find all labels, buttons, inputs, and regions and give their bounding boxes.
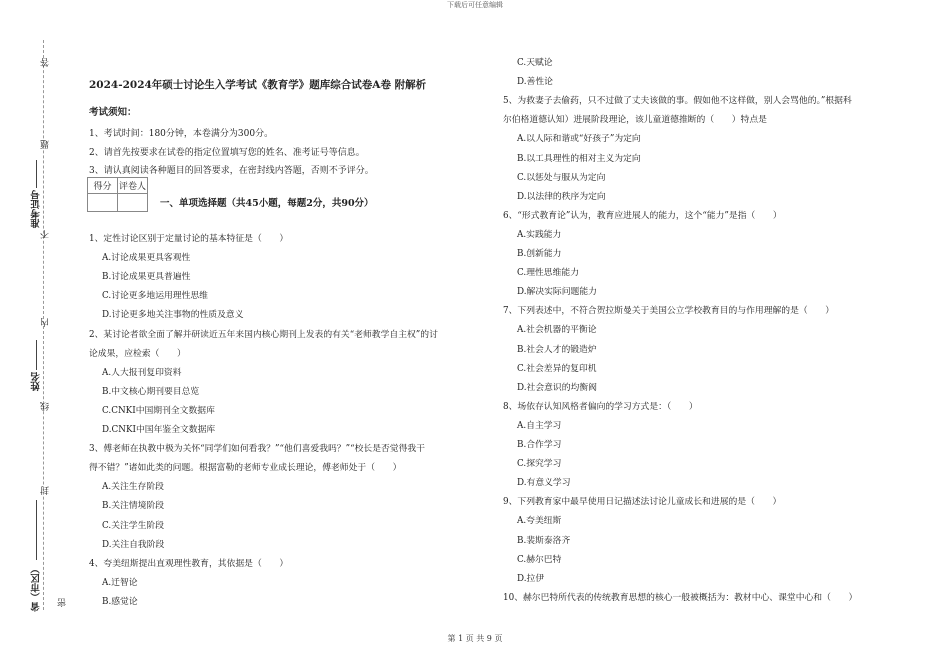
question-text: 3、傅老师在执教中极为关怀“同学们如何看我？”“他们喜爱我吗？”“校长是否觉得我干 <box>89 444 425 455</box>
answer-option: D.以法律的秩序为定向 <box>517 191 606 202</box>
answer-option: B.社会人才的锻造炉 <box>517 344 597 355</box>
answer-option: D.关注自我阶段 <box>102 539 165 550</box>
answer-option: B.创新能力 <box>517 249 562 259</box>
page-title: 2024-2024年硕士讨论生入学考试《教育学》题库综合试卷A卷 附解析 <box>89 79 427 91</box>
answer-option: C.CNKI中国期刊全文数据库 <box>102 405 215 416</box>
question-text: 2、某讨论者欲全面了解并研读近五年来国内核心期刊上发表的有关“老师教学自主权”的讨 <box>89 329 438 340</box>
answer-option: A.社会机器的平衡论 <box>517 325 597 336</box>
question-text: 10、赫尔巴特所代表的传统教育思想的核心一般被概括为：教材中心、课堂中心和（ ） <box>503 592 858 603</box>
answer-option: A.迁智论 <box>102 577 138 588</box>
question-text: 得不错？”诸如此类的问题。根据富勒的老师专业成长理论，傅老师处于（ ） <box>89 463 402 474</box>
province-label: 省（市区） <box>31 564 42 612</box>
answer-option: C.理性思维能力 <box>517 268 579 279</box>
answer-option: D.CNKI中国年鉴全文数据库 <box>102 425 216 435</box>
answer-option: C.社会差异的复印机 <box>517 363 597 374</box>
question-text: 尔伯格道德认知）进展阶段理论，该儿童道德推断的（ ）特点是 <box>503 115 767 126</box>
margin-dash-label: 不 <box>41 230 51 239</box>
notice-item: 2、请首先按要求在试卷的指定位置填写您的姓名、准考证号等信息。 <box>89 148 365 158</box>
answer-option: C.关注学生阶段 <box>102 520 164 531</box>
field-underline <box>36 500 37 560</box>
margin-dash-label: 封 <box>41 486 51 495</box>
answer-option: B.讨论成果更具普遍性 <box>102 272 191 283</box>
notice-heading: 考试须知： <box>89 107 137 118</box>
question-text: 4、夸美纽斯提出直观理性教育，其依据是（ ） <box>89 558 289 569</box>
answer-option: A.讨论成果更具客观性 <box>102 253 191 264</box>
answer-option: D.拉伊 <box>517 573 545 584</box>
answer-option: A.关注生存阶段 <box>102 482 164 493</box>
grader-cell <box>118 194 148 212</box>
answer-option: C.讨论更多地运用理性思维 <box>102 291 208 302</box>
answer-option: B.中文核心期刊要目总览 <box>102 386 200 397</box>
answer-option: B.以工具理性的相对主义为定向 <box>517 153 641 164</box>
answer-option: A.夸美纽斯 <box>517 516 562 527</box>
answer-option: C.天赋论 <box>517 58 553 68</box>
notice-item: 1、考试时间：180分钟，本卷满分为300分。 <box>89 129 274 139</box>
question-text: 1、定性讨论区别于定量讨论的基本特征是（ ） <box>89 234 289 244</box>
question-text: 6、“形式教育论”认为，教育应进展人的能力，这个“能力”是指（ ） <box>503 210 782 221</box>
answer-option: C.以惩处与服从为定向 <box>517 172 606 183</box>
score-table <box>87 177 148 212</box>
margin-dash-label: 密 <box>58 598 68 607</box>
answer-option: C.探究学习 <box>517 459 562 470</box>
answer-option: D.讨论更多地关注事物的性质及意义 <box>102 310 244 321</box>
question-text: 8、场依存认知风格者偏向的学习方式是：（ ） <box>503 401 698 412</box>
answer-option: A.实践能力 <box>517 229 562 240</box>
field-underline <box>36 160 37 188</box>
answer-option: B.感觉论 <box>102 596 138 607</box>
grader-label: 评卷人 <box>118 178 148 194</box>
question-text: 论成果，应检索（ ） <box>89 348 186 359</box>
margin-dash-label: 线 <box>41 402 51 411</box>
answer-option: B.合作学习 <box>517 440 562 450</box>
name-label: 姓名 <box>31 372 42 391</box>
margin-dash-label: 内 <box>41 318 51 327</box>
answer-option: A.人大报刊复印资料 <box>102 367 182 378</box>
answer-option: D.解决实际问题能力 <box>517 287 597 298</box>
answer-option: C.赫尔巴特 <box>517 554 562 565</box>
answer-option: D.社会意识的均衡阀 <box>517 382 597 393</box>
answer-option: D.善性论 <box>517 77 553 88</box>
exam-number-label: 准考证号 <box>31 190 42 228</box>
field-underline <box>36 340 37 370</box>
answer-option: B.裴斯泰洛齐 <box>517 535 571 546</box>
answer-option: B.关注情境阶段 <box>102 501 165 512</box>
question-text: 5、为救妻子去偷药，只不过做了丈夫该做的事。假如他不这样做，别人会骂他的。”根据科 <box>503 96 852 107</box>
page-number: 第 1 页 共 9 页 <box>447 634 503 643</box>
question-text: 9、下列教育家中最早使用日记描述法讨论儿童成长和进展的是（ ） <box>503 497 782 508</box>
answer-option: A.以人际和谐或“好孩子”为定向 <box>517 134 641 145</box>
header-note: 下载后可任意编辑 <box>447 1 503 9</box>
notice-item: 3、请认真阅读各种题目的回答要求，在密封线内答题，否则不予评分。 <box>89 166 374 176</box>
score-cell <box>88 194 118 212</box>
answer-option: A.自主学习 <box>517 420 562 431</box>
section-title: 一、单项选择题（共45小题，每题2分，共90分） <box>160 198 374 209</box>
margin-dash-label: 题 <box>41 140 51 149</box>
question-text: 7、下列表述中，不符合贺拉斯曼关于美国公立学校教育目的与作用理解的是（ ） <box>503 306 835 317</box>
answer-option: D.有意义学习 <box>517 478 571 489</box>
margin-dash-label: 答 <box>41 58 51 67</box>
score-label: 得分 <box>88 178 118 194</box>
